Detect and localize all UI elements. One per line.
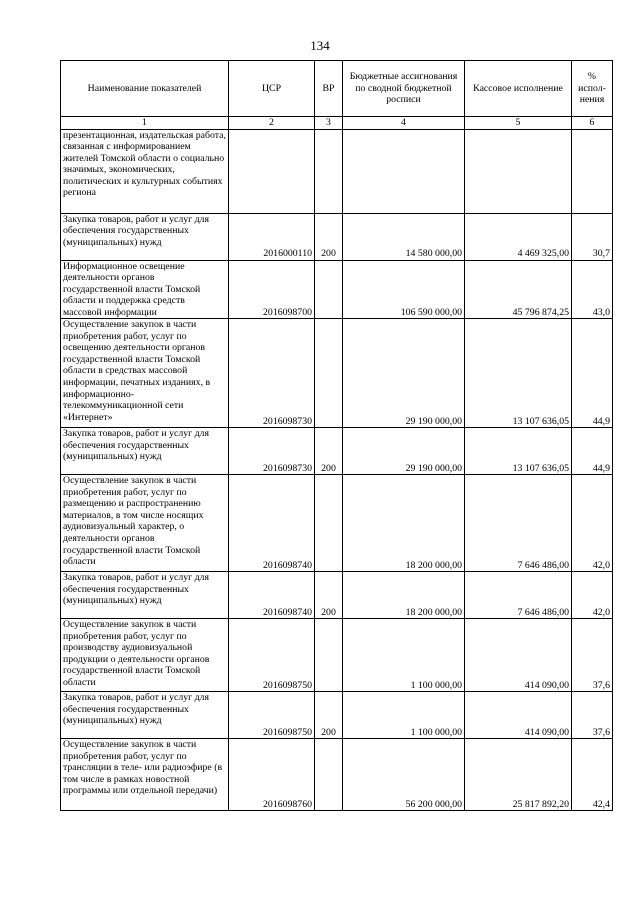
table-row (61, 692, 613, 739)
header-name: Наименование показателей (61, 61, 229, 117)
table-row (61, 319, 613, 428)
cell-name: Информационное освещение деятельности органов государственной власти Томской области и поддержка средств массовой информации (61, 260, 229, 319)
cell-csr: 2016098740 (229, 475, 315, 572)
cell-name: Осуществление закупок в части приобретения работ, услуг по размещению и распространению материалов, в том числе носящих аудиовизуальный характер, о деятельности органов государственной власти Томской области (61, 475, 229, 572)
cell-csr: 2016098740 (229, 572, 315, 619)
column-number: 1 (61, 117, 229, 130)
table-row (61, 475, 613, 572)
cell-execution (465, 129, 572, 213)
table-row (61, 739, 613, 811)
cell-name: Закупка товаров, работ и услуг для обеспечения государственных (муниципальных) нужд (61, 692, 229, 739)
cell-csr: 2016000110 (229, 213, 315, 260)
cell-budget: 56 200 000,00 (343, 739, 465, 811)
cell-budget: 29 190 000,00 (343, 319, 465, 428)
cell-name: Закупка товаров, работ и услуг для обеспечения государственных (муниципальных) нужд (61, 428, 229, 475)
header-percent: % испол-нения (572, 61, 613, 117)
cell-csr: 2016098750 (229, 619, 315, 692)
cell-name: Закупка товаров, работ и услуг для обеспечения государственных (муниципальных) нужд (61, 213, 229, 260)
cell-csr: 2016098750 (229, 692, 315, 739)
budget-table (60, 60, 613, 811)
cell-vr (315, 619, 343, 692)
cell-percent: 37,6 (572, 619, 613, 692)
cell-execution: 13 107 636,05 (465, 319, 572, 428)
table-row (61, 213, 613, 260)
column-number-row (61, 117, 613, 130)
cell-vr: 200 (315, 692, 343, 739)
cell-percent: 30,7 (572, 213, 613, 260)
cell-budget: 29 190 000,00 (343, 428, 465, 475)
table-row (61, 260, 613, 319)
cell-vr (315, 260, 343, 319)
cell-name: презентационная, издательская работа, связанная с информированием жителей Томской области о социально значимых, экономических, политических и культурных событиях региона (61, 129, 229, 213)
table-row (61, 572, 613, 619)
header-row (61, 61, 613, 117)
cell-budget: 14 580 000,00 (343, 213, 465, 260)
cell-csr: 2016098760 (229, 739, 315, 811)
cell-name: Закупка товаров, работ и услуг для обеспечения государственных (муниципальных) нужд (61, 572, 229, 619)
cell-budget: 1 100 000,00 (343, 619, 465, 692)
table-row (61, 619, 613, 692)
header-csr: ЦСР (229, 61, 315, 117)
cell-csr: 2016098700 (229, 260, 315, 319)
cell-vr: 200 (315, 428, 343, 475)
page-number: 134 (310, 38, 330, 53)
cell-percent: 43,0 (572, 260, 613, 319)
cell-vr: 200 (315, 213, 343, 260)
cell-vr: 200 (315, 572, 343, 619)
cell-percent: 44,9 (572, 428, 613, 475)
cell-budget (343, 129, 465, 213)
cell-percent: 42,0 (572, 475, 613, 572)
header-budget: Бюджетные ассигнования по сводной бюджетной росписи (343, 61, 465, 117)
cell-execution: 45 796 874,25 (465, 260, 572, 319)
cell-vr (315, 739, 343, 811)
cell-execution: 13 107 636,05 (465, 428, 572, 475)
cell-name: Осуществление закупок в части приобретения работ, услуг по производству аудиовизуальной продукции о деятельности органов государственной власти Томской области (61, 619, 229, 692)
cell-percent: 42,4 (572, 739, 613, 811)
cell-percent: 44,9 (572, 319, 613, 428)
cell-execution: 414 090,00 (465, 692, 572, 739)
column-number: 2 (229, 117, 315, 130)
cell-csr (229, 129, 315, 213)
cell-budget: 106 590 000,00 (343, 260, 465, 319)
column-number: 5 (465, 117, 572, 130)
cell-execution: 414 090,00 (465, 619, 572, 692)
cell-percent: 37,6 (572, 692, 613, 739)
table-row (61, 129, 613, 213)
column-number: 6 (572, 117, 613, 130)
header-vr: ВР (315, 61, 343, 117)
table-row (61, 428, 613, 475)
cell-percent (572, 129, 613, 213)
column-number: 4 (343, 117, 465, 130)
cell-budget: 18 200 000,00 (343, 475, 465, 572)
cell-budget: 1 100 000,00 (343, 692, 465, 739)
cell-csr: 2016098730 (229, 428, 315, 475)
header-execution: Кассовое исполнение (465, 61, 572, 117)
column-number: 3 (315, 117, 343, 130)
cell-csr: 2016098730 (229, 319, 315, 428)
cell-name: Осуществление закупок в части приобретения работ, услуг по трансляции в теле- или радиоэфире (в том числе в рамках новостной программы или отдельной передачи) (61, 739, 229, 811)
cell-vr (315, 129, 343, 213)
cell-execution: 7 646 486,00 (465, 572, 572, 619)
cell-vr (315, 475, 343, 572)
cell-budget: 18 200 000,00 (343, 572, 465, 619)
cell-name: Осуществление закупок в части приобретения работ, услуг по освещению деятельности органов государственной власти Томской области в средствах массовой информации, печатных изданиях, в информационно-телекоммуникационной сети «Интернет» (61, 319, 229, 428)
cell-execution: 7 646 486,00 (465, 475, 572, 572)
cell-execution: 4 469 325,00 (465, 213, 572, 260)
cell-vr (315, 319, 343, 428)
cell-execution: 25 817 892,20 (465, 739, 572, 811)
cell-percent: 42,0 (572, 572, 613, 619)
